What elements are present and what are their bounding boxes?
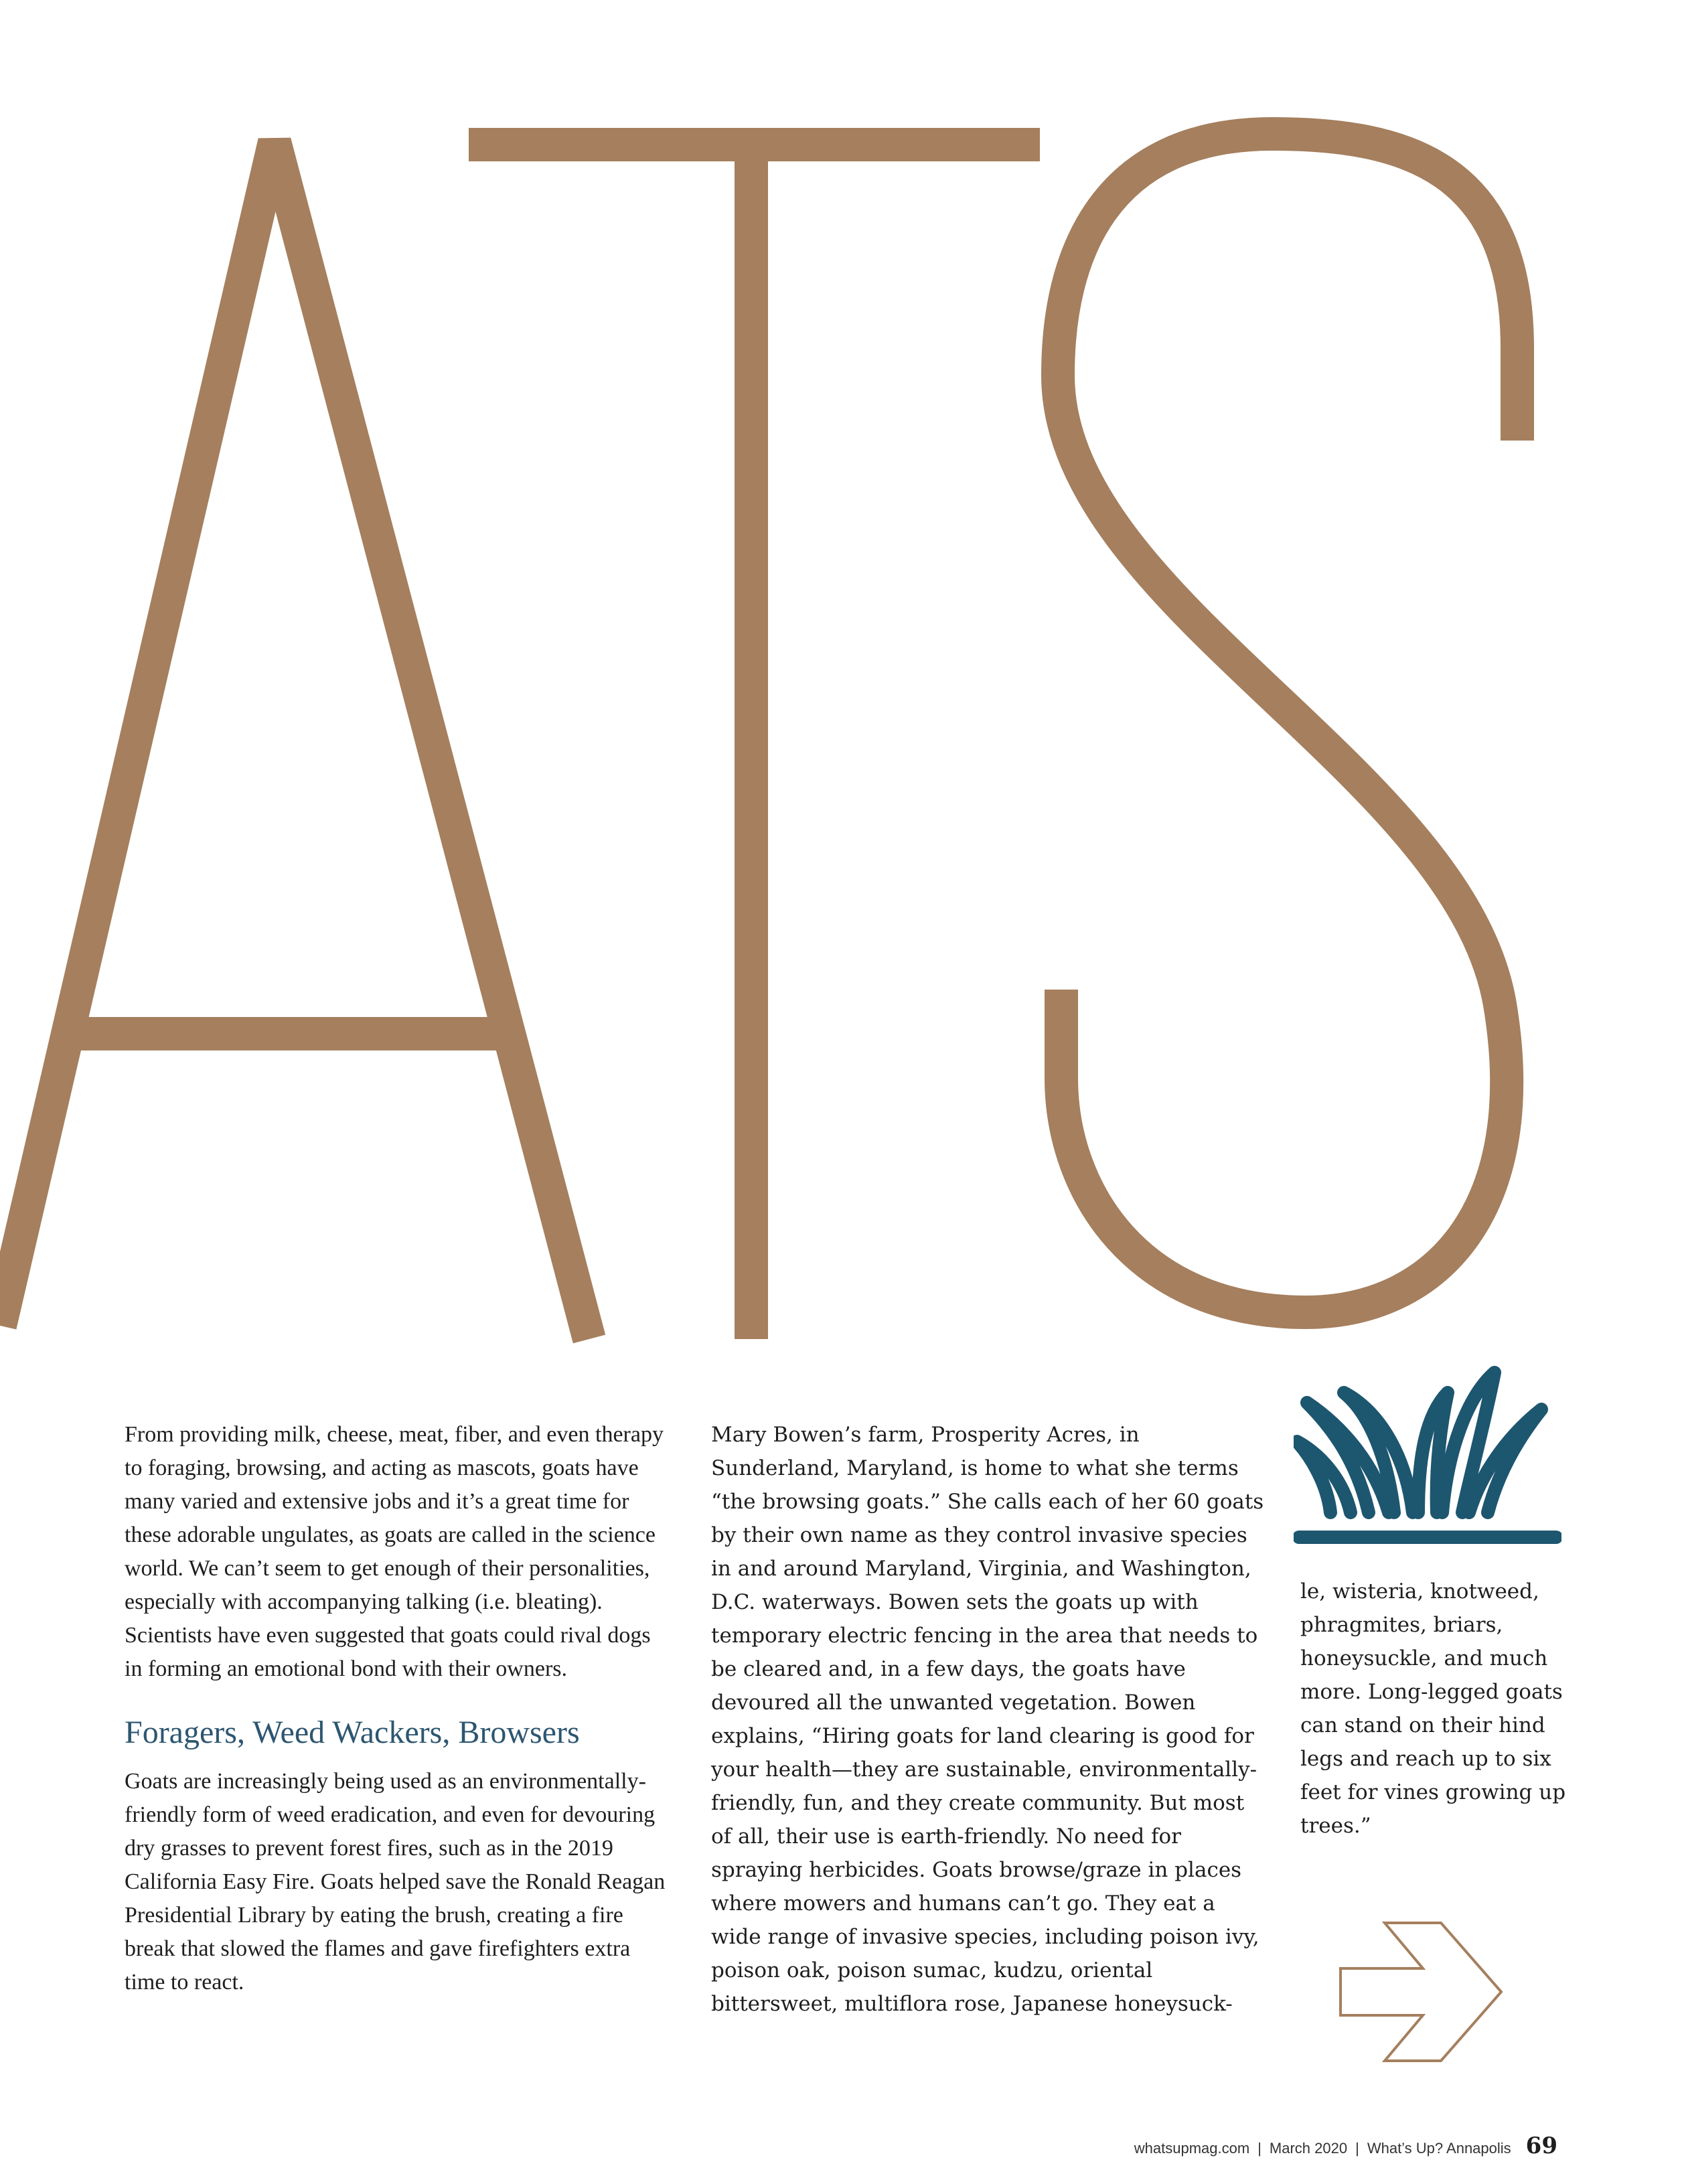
grass-icon	[1294, 1356, 1561, 1558]
right-arrow-icon	[1339, 1922, 1507, 2062]
footer-separator: |	[1355, 2140, 1359, 2157]
footer-separator: |	[1257, 2140, 1262, 2157]
continued-paragraph: le, wisteria, knotweed, phragmites, briars, honeysuckle, and much more. Long-legged goats can stand on their hind legs and reach up to six feet for vines growing up trees.”	[1300, 1579, 1566, 1838]
page-footer	[1134, 2132, 1557, 2159]
footer-website: whatsupmag.com	[1134, 2140, 1250, 2157]
article-column-1	[125, 1418, 674, 1999]
article-column-3	[1300, 1575, 1568, 1843]
article-column-2	[711, 1418, 1267, 2021]
intro-paragraph: From providing milk, cheese, meat, fiber, and even therapy to foraging, browsing, and acting as mascots, goats have many varied and extensive jobs and it’s a great time for these adorable ungulates, as goats are called in the science world. We can’t seem to get enough of their personalities, especially with accompanying talking (i.e. bleating). Scientists have even suggested that goats could rival dogs in forming an emotional bond with their owners.	[125, 1422, 664, 1681]
footer-issue: March 2020	[1269, 2140, 1348, 2157]
footer-publication: What’s Up? Annapolis	[1367, 2140, 1511, 2157]
page-number: 69	[1525, 2132, 1557, 2159]
bowen-farm-paragraph: Mary Bowen’s farm, Prosperity Acres, in Sunderland, Maryland, is home to what she terms “the browsing goats.” She calls each of her 60 goats by their own name as they control invasive species in and around Maryland, Virginia, and Washington, D.C. waterways. Bowen sets the goats up with temporary electric fencing in the area that needs to be cleared and, in a few days, the goats have devoured all the unwanted vegetation. Bowen explains, “Hiring goats for land clearing is good for your health—they are sustainable, environmentally-friendly, fun, and they create community. But most of all, their use is earth-friendly. No need for spraying herbicides. Goats browse/graze in places where mowers and humans can’t go. They eat a wide range of invasive species, including poison ivy, poison oak, poison sumac, kudzu, oriental bittersweet, multiflora rose, Japanese honeysuck-	[711, 1423, 1264, 2016]
foragers-paragraph: Goats are increasingly being used as an environmentally-friendly form of weed eradication, and even for devouring dry grasses to prevent forest fires, such as in the 2019 California Easy Fire. Goats helped save the Ronald Reagan Presidential Library by eating the brush, creating a fire break that slowed the flames and gave firefighters extra time to react.	[125, 1769, 666, 1995]
section-heading: Foragers, Weed Wackers, Browsers	[125, 1715, 580, 1750]
